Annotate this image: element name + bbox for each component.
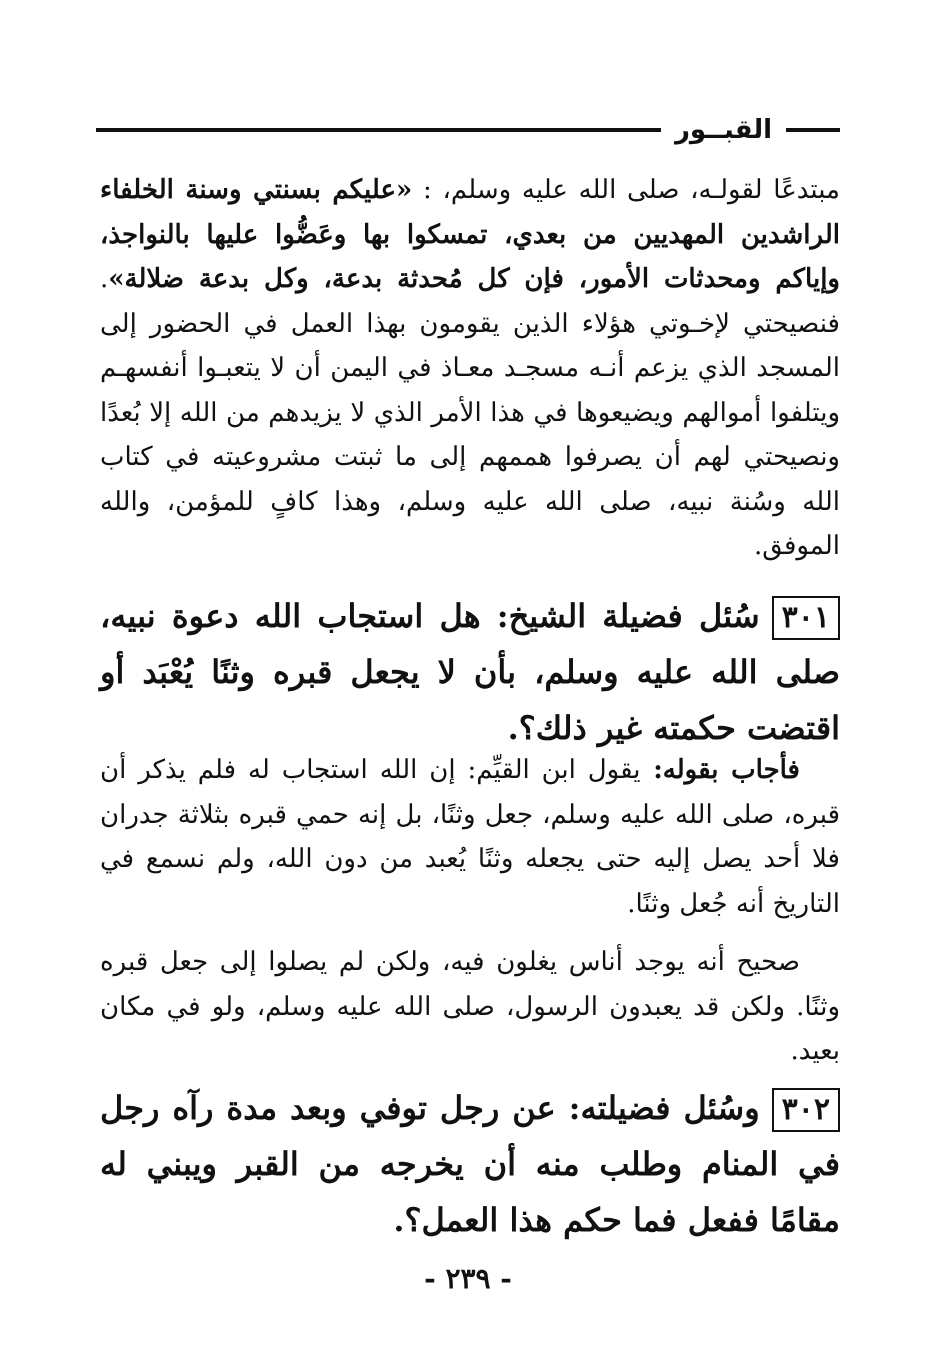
answer-301-paragraph-1: [100, 748, 840, 926]
answer-301-paragraph-2: [100, 940, 840, 1074]
header-rule-right: [786, 128, 840, 132]
question-301: [100, 588, 840, 756]
hadith-quote: «عليكم بسنتي وسنة الخلفاء الراشدين المهديين من بعدي، تمسكوا بها وعَضُّوا عليها بالنواجذ، وإياكم ومحدثات الأمور، فإن كل مُحدثة بدعة، وكل بدعة ضلالة»: [100, 175, 840, 294]
answer-lead: فأجاب بقوله:: [640, 755, 800, 785]
running-header: [96, 112, 840, 148]
answer-301-text-2: صحيح أنه يوجد أناس يغلون فيه، ولكن لم يصلوا إلى جعل قبره وثنًا. ولكن قد يعبدون الرسول، صلى الله عليه وسلم، ولو في مكان بعيد.: [100, 947, 840, 1066]
question-number-301: ٣٠١: [772, 596, 840, 640]
intro-paragraph: [100, 168, 840, 569]
header-title: القبــور: [674, 115, 772, 145]
question-301-text: سُئل فضيلة الشيخ: هل استجاب الله دعوة نبيه، صلى الله عليه وسلم، بأن لا يجعل قبره وثنًا يُعْبَد أو اقتضت حكمته غير ذلك؟.: [100, 597, 840, 747]
page-number: - ٢٣٩ -: [424, 1262, 512, 1295]
question-302: [100, 1080, 840, 1248]
question-302-text: وسُئل فضيلته: عن رجل توفي وبعد مدة رآه رجل في المنام وطلب منه أن يخرجه من القبر ويبني له مقامًا ففعل فما حكم هذا العمل؟.: [100, 1089, 840, 1239]
intro-text-end: . فنصيحتي لإخـوتي هؤلاء الذين يقومون بهذا العمل في الحضور إلى المسجد الذي يزعم أنـه مسجـد معـاذ في اليمن أن لا يتعبـوا أنفسهـم ويتلفوا أموالهم ويضيعوها في هذا الأمر الذي لا يزيدهم من الله إلا بُعدًا ونصيحتي لهم أن يصرفوا هممهم إلى ما ثبتت مشروعيته في كتاب الله وسُنة نبيه، صلى الله عليه وسلم، وهذا كافٍ للمؤمن، والله الموفق.: [100, 264, 840, 561]
answer-301-text-1: يقول ابن القيِّم: إن الله استجاب له فلم يذكر أن قبره، صلى الله عليه وسلم، جعل وثنًا، بل إنه حمي قبره بثلاثة جدران فلا أحد يصل إليه حتى يجعله وثنًا يُعبد من دون الله، ولم نسمع في التاريخ أنه جُعل وثنًا.: [100, 755, 840, 919]
question-number-302: ٣٠٢: [772, 1088, 840, 1132]
header-rule-left: [96, 128, 661, 132]
intro-text-start: مبتدعًا لقولـه، صلى الله عليه وسلم، :: [412, 175, 840, 205]
